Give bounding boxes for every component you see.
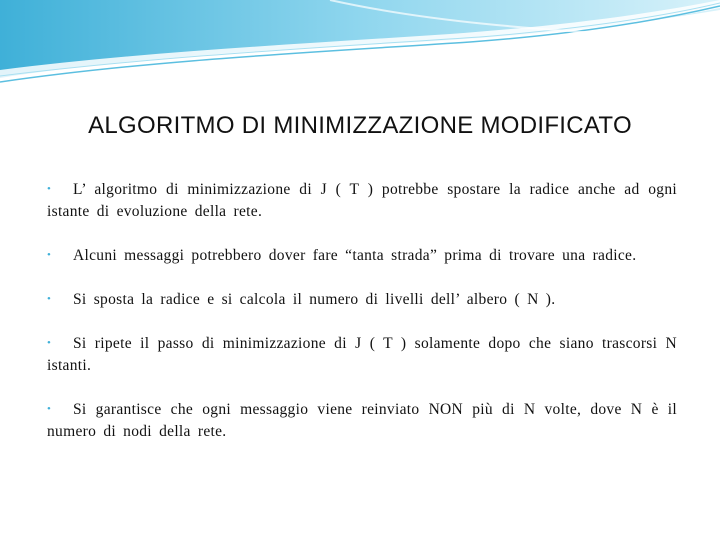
bullet-text: Si ripete il passo di minimizzazione di J ( T ) solamente dopo che siano trascorsi N istanti.: [47, 335, 677, 374]
bullet-icon: •: [47, 293, 52, 305]
bullet-icon: •: [47, 249, 52, 261]
bullet-text: Si garantisce che ogni messaggio viene reinviato NON più di N volte, dove N è il numero di nodi della rete.: [47, 401, 677, 440]
bullet-item: [47, 288, 677, 311]
bullet-icon: •: [47, 337, 52, 349]
bullet-icon: •: [47, 403, 52, 415]
bullet-item: [47, 332, 677, 377]
bullet-icon: •: [47, 183, 52, 195]
bullet-text: L’ algoritmo di minimizzazione di J ( T ) potrebbe spostare la radice anche ad ogni istante di evoluzione della rete.: [47, 181, 677, 220]
header-wave-decoration: [0, 0, 720, 90]
bullet-item: [47, 244, 677, 267]
bullet-text: Si sposta la radice e si calcola il numero di livelli dell’ albero ( N ).: [73, 291, 556, 308]
slide-title: ALGORITMO DI MINIMIZZAZIONE MODIFICATO: [88, 112, 632, 139]
bullet-item: [47, 398, 677, 443]
bullet-item: [47, 178, 677, 223]
bullet-list: [47, 178, 677, 464]
bullet-text: Alcuni messaggi potrebbero dover fare “tanta strada” prima di trovare una radice.: [73, 247, 637, 264]
